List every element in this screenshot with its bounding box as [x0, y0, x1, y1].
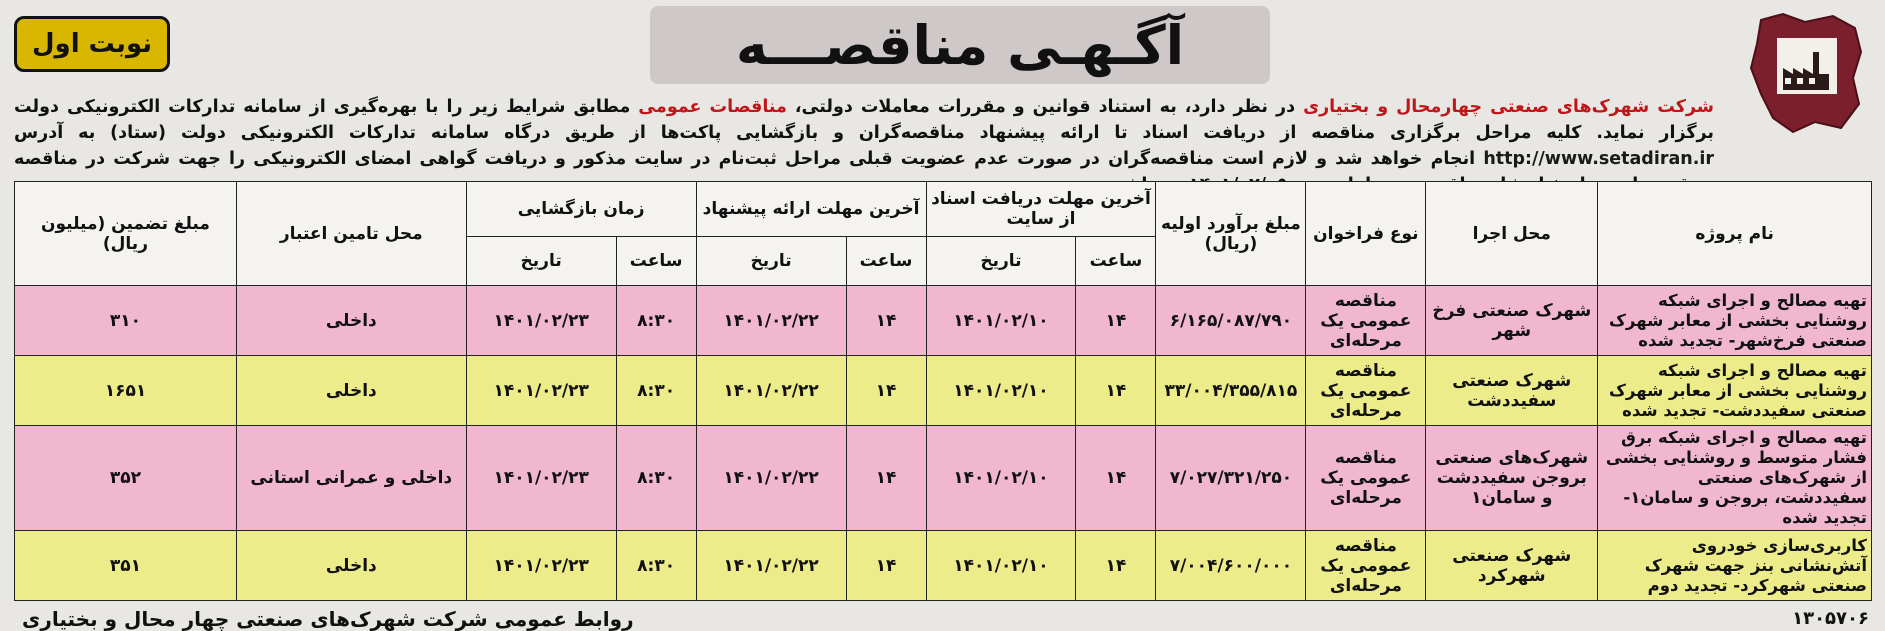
cell-open-date: ۱۴۰۱/۰۲/۲۳ — [466, 286, 616, 356]
cell-funding: داخلی — [236, 356, 466, 426]
cell-open-date: ۱۴۰۱/۰۲/۲۳ — [466, 356, 616, 426]
cell-call-type: مناقصه عمومی یک مرحله‌ای — [1306, 356, 1426, 426]
header-guarantee: مبلغ تضمین (میلیون ریال) — [15, 182, 237, 286]
cell-location: شهرک صنعتی شهرکرد — [1426, 531, 1598, 601]
intro-text-1: در نظر دارد، به استناد قوانین و مقررات معاملات دولتی، — [786, 97, 1304, 117]
header-location: محل اجرا — [1426, 182, 1598, 286]
header-funding: محل تامین اعتبار — [236, 182, 466, 286]
header-open-time: ساعت — [616, 237, 696, 286]
cell-call-type: مناقصه عمومی یک مرحله‌ای — [1306, 286, 1426, 356]
page-title: آگـهـی مناقصـــه — [650, 6, 1270, 84]
setad-url-link[interactable]: http://www.setadiran.ir — [1483, 149, 1714, 169]
header-offer-date: تاریخ — [696, 237, 846, 286]
cell-doc-date: ۱۴۰۱/۰۲/۱۰ — [926, 426, 1076, 531]
cell-estimate: ۷/۰۲۷/۳۲۱/۲۵۰ — [1156, 426, 1306, 531]
header — [0, 0, 1885, 90]
cell-open-time: ۸:۳۰ — [616, 426, 696, 531]
cell-funding: داخلی — [236, 531, 466, 601]
ad-number: ۱۳۰۵۷۰۶ — [1792, 608, 1869, 629]
intro-text-3: انجام خواهد شد و لازم است مناقصه‌گران در صورت عدم عضویت قبلی مراحل ثبت‌نام در سایت مذکور و دریافت گواهی امضای الکترونیکی را جهت شرکت در مناقصه — [14, 149, 1476, 169]
header-opening: زمان بازگشایی — [466, 182, 696, 237]
cell-open-time: ۸:۳۰ — [616, 286, 696, 356]
cell-offer-date: ۱۴۰۱/۰۲/۲۲ — [696, 356, 846, 426]
header-offer-time: ساعت — [846, 237, 926, 286]
cell-doc-date: ۱۴۰۱/۰۲/۱۰ — [926, 356, 1076, 426]
cell-offer-date: ۱۴۰۱/۰۲/۲۲ — [696, 531, 846, 601]
cell-doc-time: ۱۴ — [1076, 531, 1156, 601]
header-project: نام پروژه — [1598, 182, 1872, 286]
cell-estimate: ۶/۱۶۵/۰۸۷/۷۹۰ — [1156, 286, 1306, 356]
cell-doc-date: ۱۴۰۱/۰۲/۱۰ — [926, 286, 1076, 356]
cell-doc-date: ۱۴۰۱/۰۲/۱۰ — [926, 531, 1076, 601]
cell-guarantee: ۳۱۰ — [15, 286, 237, 356]
cell-open-time: ۸:۳۰ — [616, 531, 696, 601]
cell-estimate: ۷/۰۰۴/۶۰۰/۰۰۰ — [1156, 531, 1306, 601]
cell-guarantee: ۳۵۱ — [15, 531, 237, 601]
cell-doc-time: ۱۴ — [1076, 426, 1156, 531]
cell-project: کاربری‌سازی خودروی آتش‌نشانی بنز جهت شهرک صنعتی شهرکرد- تجدید دوم — [1598, 531, 1872, 601]
cell-funding: داخلی — [236, 286, 466, 356]
cell-call-type: مناقصه عمومی یک مرحله‌ای — [1306, 531, 1426, 601]
cell-guarantee: ۳۵۲ — [15, 426, 237, 531]
header-estimate: مبلغ برآورد اولیه (ریال) — [1156, 182, 1306, 286]
cell-project: تهیه مصالح و اجرای شبکه برق فشار متوسط و روشنایی بخشی از شهرک‌های صنعتی سفیددشت، بروجن و سامان۱- تجدید شده — [1598, 426, 1872, 531]
intro-text-2: مطابق شرایط زیر را با بهره‌گیری از سامانه تدارکات الکترونیکی دولت برگزار نماید. کلیه مراحل برگزاری مناقصه از دریافت اسناد تا ارائه پیشنهاد مناقصه‌گران و بازگشایی پاکت‌ها از طریق درگاه سامانه تدارکات الکترونیکی دولت (ستاد) به آدرس — [14, 97, 1714, 143]
cell-open-time: ۸:۳۰ — [616, 356, 696, 426]
cell-offer-time: ۱۴ — [846, 426, 926, 531]
cell-project: تهیه مصالح و اجرای شبکه روشنایی بخشی از معابر شهرک صنعتی فرخ‌شهر- تجدید شده — [1598, 286, 1872, 356]
header-open-date: تاریخ — [466, 237, 616, 286]
cell-open-date: ۱۴۰۱/۰۲/۲۳ — [466, 531, 616, 601]
cell-location: شهرک‌های صنعتی بروجن سفیددشت و سامان۱ — [1426, 426, 1598, 531]
cell-funding: داخلی و عمرانی استانی — [236, 426, 466, 531]
header-doc-time: ساعت — [1076, 237, 1156, 286]
cell-location: شهرک صنعتی فرخ شهر — [1426, 286, 1598, 356]
cell-guarantee: ۱۶۵۱ — [15, 356, 237, 426]
table-row — [15, 531, 1872, 601]
publisher-signature: روابط عمومی شرکت شهرک‌های صنعتی چهار محال و بختیاری — [22, 607, 634, 631]
cell-offer-time: ۱۴ — [846, 356, 926, 426]
table-row — [15, 356, 1872, 426]
iran-map-factory-logo-icon — [1743, 8, 1873, 138]
cell-open-date: ۱۴۰۱/۰۲/۲۳ — [466, 426, 616, 531]
header-offer-deadline: آخرین مهلت ارائه پیشنهاد — [696, 182, 926, 237]
header-doc-deadline: آخرین مهلت دریافت اسناد از سایت — [926, 182, 1156, 237]
cell-project: تهیه مصالح و اجرای شبکه روشنایی بخشی از معابر شهرک صنعتی سفیددشت- تجدید شده — [1598, 356, 1872, 426]
cell-call-type: مناقصه عمومی یک مرحله‌ای — [1306, 426, 1426, 531]
header-doc-date: تاریخ — [926, 237, 1076, 286]
cell-offer-time: ۱۴ — [846, 286, 926, 356]
cell-location: شهرک صنعتی سفیددشت — [1426, 356, 1598, 426]
public-tenders-label: مناقصات عمومی — [638, 97, 787, 117]
header-call-type: نوع فراخوان — [1306, 182, 1426, 286]
cell-estimate: ۳۳/۰۰۴/۳۵۵/۸۱۵ — [1156, 356, 1306, 426]
table-row — [15, 426, 1872, 531]
cell-offer-date: ۱۴۰۱/۰۲/۲۲ — [696, 286, 846, 356]
cell-doc-time: ۱۴ — [1076, 286, 1156, 356]
table-row — [15, 286, 1872, 356]
cell-offer-date: ۱۴۰۱/۰۲/۲۲ — [696, 426, 846, 531]
tender-table — [14, 181, 1872, 601]
cell-doc-time: ۱۴ — [1076, 356, 1156, 426]
round-badge: نوبت اول — [14, 16, 170, 72]
company-name: شرکت شهرک‌های صنعتی چهارمحال و بختیاری — [1303, 97, 1715, 117]
cell-offer-time: ۱۴ — [846, 531, 926, 601]
